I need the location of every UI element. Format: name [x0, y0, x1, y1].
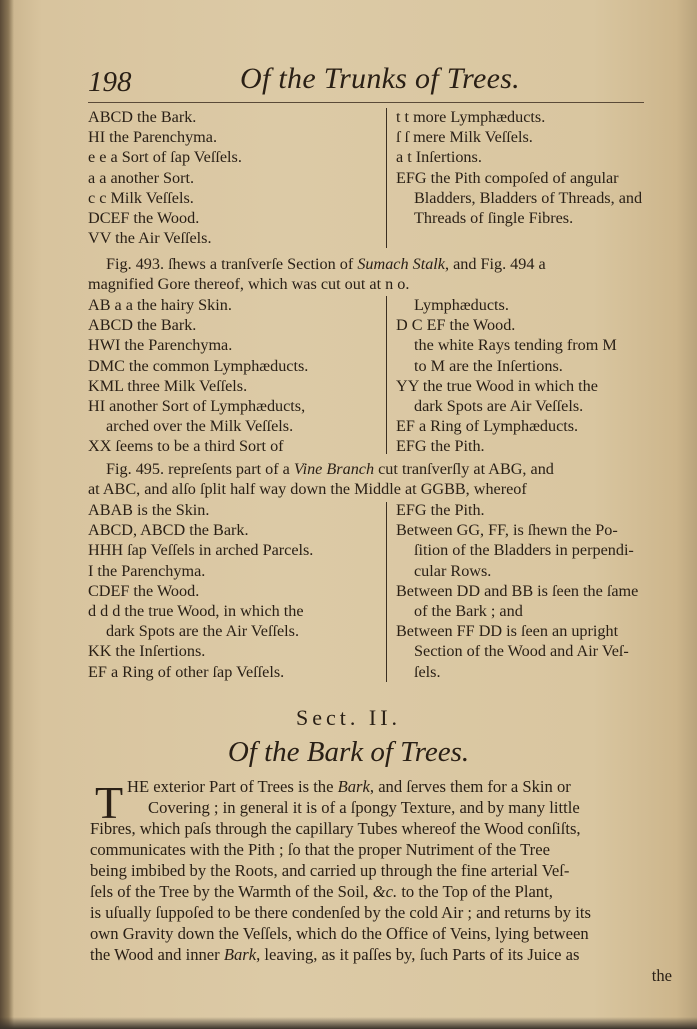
body-line	[90, 776, 672, 797]
legend-line: I the Parenchyma.	[88, 561, 206, 580]
fig493-caption	[106, 254, 674, 274]
legend-line: DCEF the Wood.	[88, 209, 200, 228]
legend-line: dark Spots are Air Veſſels.	[414, 397, 584, 416]
fig493-right-column	[396, 295, 617, 457]
fig495-text-a: Fig. 495. repreſents part of a	[106, 460, 290, 478]
page-number: 198	[88, 66, 132, 98]
section-label: Sect. II.	[295, 705, 402, 730]
fig493-text-b: , and Fig. 494 a	[444, 255, 546, 273]
fig493-text-line2: magnified Gore thereof, which was cut out at n o.	[88, 275, 410, 293]
body-text-span: , leaving, as it paſſes by, ſuch Parts of its Juice as	[256, 945, 580, 964]
body-text-span: to the Top of the Plant,	[401, 882, 553, 901]
drop-cap: T	[95, 777, 124, 828]
legend-line: Lymphæducts.	[414, 296, 509, 314]
legend-line: a t Inſertions.	[396, 148, 482, 167]
legend-line: d d d the true Wood, in which the	[88, 602, 304, 621]
column-divider	[386, 108, 387, 248]
fig495-text-b: cut tranſverſly at ABG, and	[378, 460, 554, 478]
column-divider	[386, 296, 387, 454]
legend-line: DMC the common Lymphæducts.	[88, 356, 309, 375]
legend-line: EF a Ring of Lymphæducts.	[396, 417, 579, 436]
body-line: Fibres, which paſs through the capillary Tubes whereof the Wood conſiſts,	[90, 819, 581, 838]
legend-line: XX ſeems to be a third Sort of	[88, 437, 284, 456]
body-line: Covering ; in general it is of a ſpongy Texture, and by many little	[148, 798, 580, 817]
legend-line: HI the Parenchyma.	[88, 128, 218, 147]
legend-line: HHH ſap Veſſels in arched Parcels.	[88, 541, 314, 560]
legend-line: Between DD and BB is ſeen the ſame	[396, 581, 639, 600]
legend-line: HWI the Parenchyma.	[88, 336, 233, 355]
legend-line: HI another Sort of Lymphæducts,	[88, 397, 306, 416]
legend-line: EFG the Pith.	[396, 501, 485, 519]
body-text-span: HE exterior Part of Trees is the	[127, 777, 334, 796]
body-line: own Gravity down the Veſſels, which do the Office of Veins, lying between	[90, 924, 589, 943]
fig495-caption	[106, 459, 554, 479]
legend-line: dark Spots are the Air Veſſels.	[106, 622, 300, 641]
legend-line: Bladders, Bladders of Threads, and	[414, 188, 643, 207]
legend-line: KK the Inſertions.	[88, 642, 206, 661]
fig495-left-column	[88, 500, 313, 682]
body-line	[90, 881, 672, 902]
body-line: being imbibed by the Roots, and carried up through the fine arterial Veſ-	[90, 861, 570, 880]
body-paragraph	[90, 776, 672, 986]
legend-line: EF a Ring of other ſap Veſſels.	[88, 662, 285, 681]
legend-line: e e a Sort of ſap Veſſels.	[88, 148, 242, 167]
legend-line: EFG the Pith.	[396, 437, 485, 456]
legend-line: EFG the Pith compoſed of angular	[396, 168, 619, 187]
fig495-right-column	[396, 500, 638, 682]
section-title: Of the Bark of Trees.	[227, 736, 470, 768]
body-line	[90, 944, 672, 965]
legend-line: arched over the Milk Veſſels.	[106, 417, 294, 436]
fig495-italic: Vine Branch	[293, 460, 375, 478]
page-bottom-shadow	[0, 1017, 697, 1029]
legend-line: ABCD the Bark.	[88, 316, 197, 335]
page-header	[88, 62, 647, 102]
fig493-text-a: Fig. 493. ſhews a tranſverſe Section of	[106, 255, 354, 273]
legend-line: a a another Sort.	[88, 168, 195, 187]
fig493-italic: Sumach Stalk	[357, 255, 445, 273]
fig493-left-column	[88, 295, 308, 457]
legend-line: Threads of ſingle Fibres.	[414, 209, 574, 228]
legend-line: CDEF the Wood.	[88, 581, 200, 600]
legend-line: ABCD the Bark.	[88, 108, 197, 126]
legend-line: ſels.	[414, 662, 441, 681]
legend-line: cular Rows.	[414, 561, 492, 580]
fig493-caption-line2	[88, 274, 409, 294]
legend-line: AB a a the hairy Skin.	[88, 296, 232, 314]
body-text-span: ſels of the Tree by the Warmth of the Soil,	[90, 882, 369, 901]
body-text-span: , and ſerves them for a Skin or	[369, 777, 571, 796]
column-divider	[386, 502, 387, 682]
running-head: Of the Trunks of Trees.	[240, 62, 520, 95]
page-spine-shadow	[0, 0, 14, 1029]
legend-line: c c Milk Veſſels.	[88, 188, 194, 207]
catchword: the	[651, 966, 672, 985]
legend-line: KML three Milk Veſſels.	[88, 376, 248, 395]
fig495-text-line2: at ABC, and alſo ſplit half way down the Middle at GGBB, whereof	[88, 480, 527, 498]
legend-line: D C EF the Wood.	[396, 316, 516, 335]
body-italic-span: &c.	[372, 882, 398, 901]
legend-line: ſ ſ mere Milk Veſſels.	[396, 128, 533, 147]
body-line: is uſually ſuppoſed to be there condenſed by the cold Air ; and returns by its	[90, 903, 591, 922]
fig1-right-column	[396, 107, 642, 228]
legend-line: ABAB is the Skin.	[88, 501, 210, 519]
fig1-left-column	[88, 107, 242, 248]
legend-line: ſition of the Bladders in perpendi-	[414, 541, 634, 560]
legend-line: the white Rays tending from M	[414, 336, 617, 355]
legend-line: t t more Lymphæducts.	[396, 108, 546, 126]
header-rule	[88, 102, 644, 103]
legend-line: Section of the Wood and Air Veſ-	[414, 642, 629, 661]
body-text-span: the Wood and inner	[90, 945, 220, 964]
legend-line: ABCD, ABCD the Bark.	[88, 521, 249, 540]
legend-line: of the Bark ; and	[414, 602, 523, 621]
legend-line: Between FF DD is ſeen an upright	[396, 622, 619, 641]
legend-line: to M are the Inſertions.	[414, 356, 563, 375]
legend-line: YY the true Wood in which the	[396, 376, 598, 395]
body-italic-span: Bark	[223, 945, 257, 964]
body-italic-span: Bark	[337, 777, 370, 796]
fig495-caption-line2	[88, 479, 527, 499]
body-line: communicates with the Pith ; ſo that the proper Nutriment of the Tree	[90, 840, 550, 859]
legend-line: VV the Air Veſſels.	[88, 229, 212, 248]
legend-line: Between GG, FF, is ſhewn the Po-	[396, 521, 618, 540]
